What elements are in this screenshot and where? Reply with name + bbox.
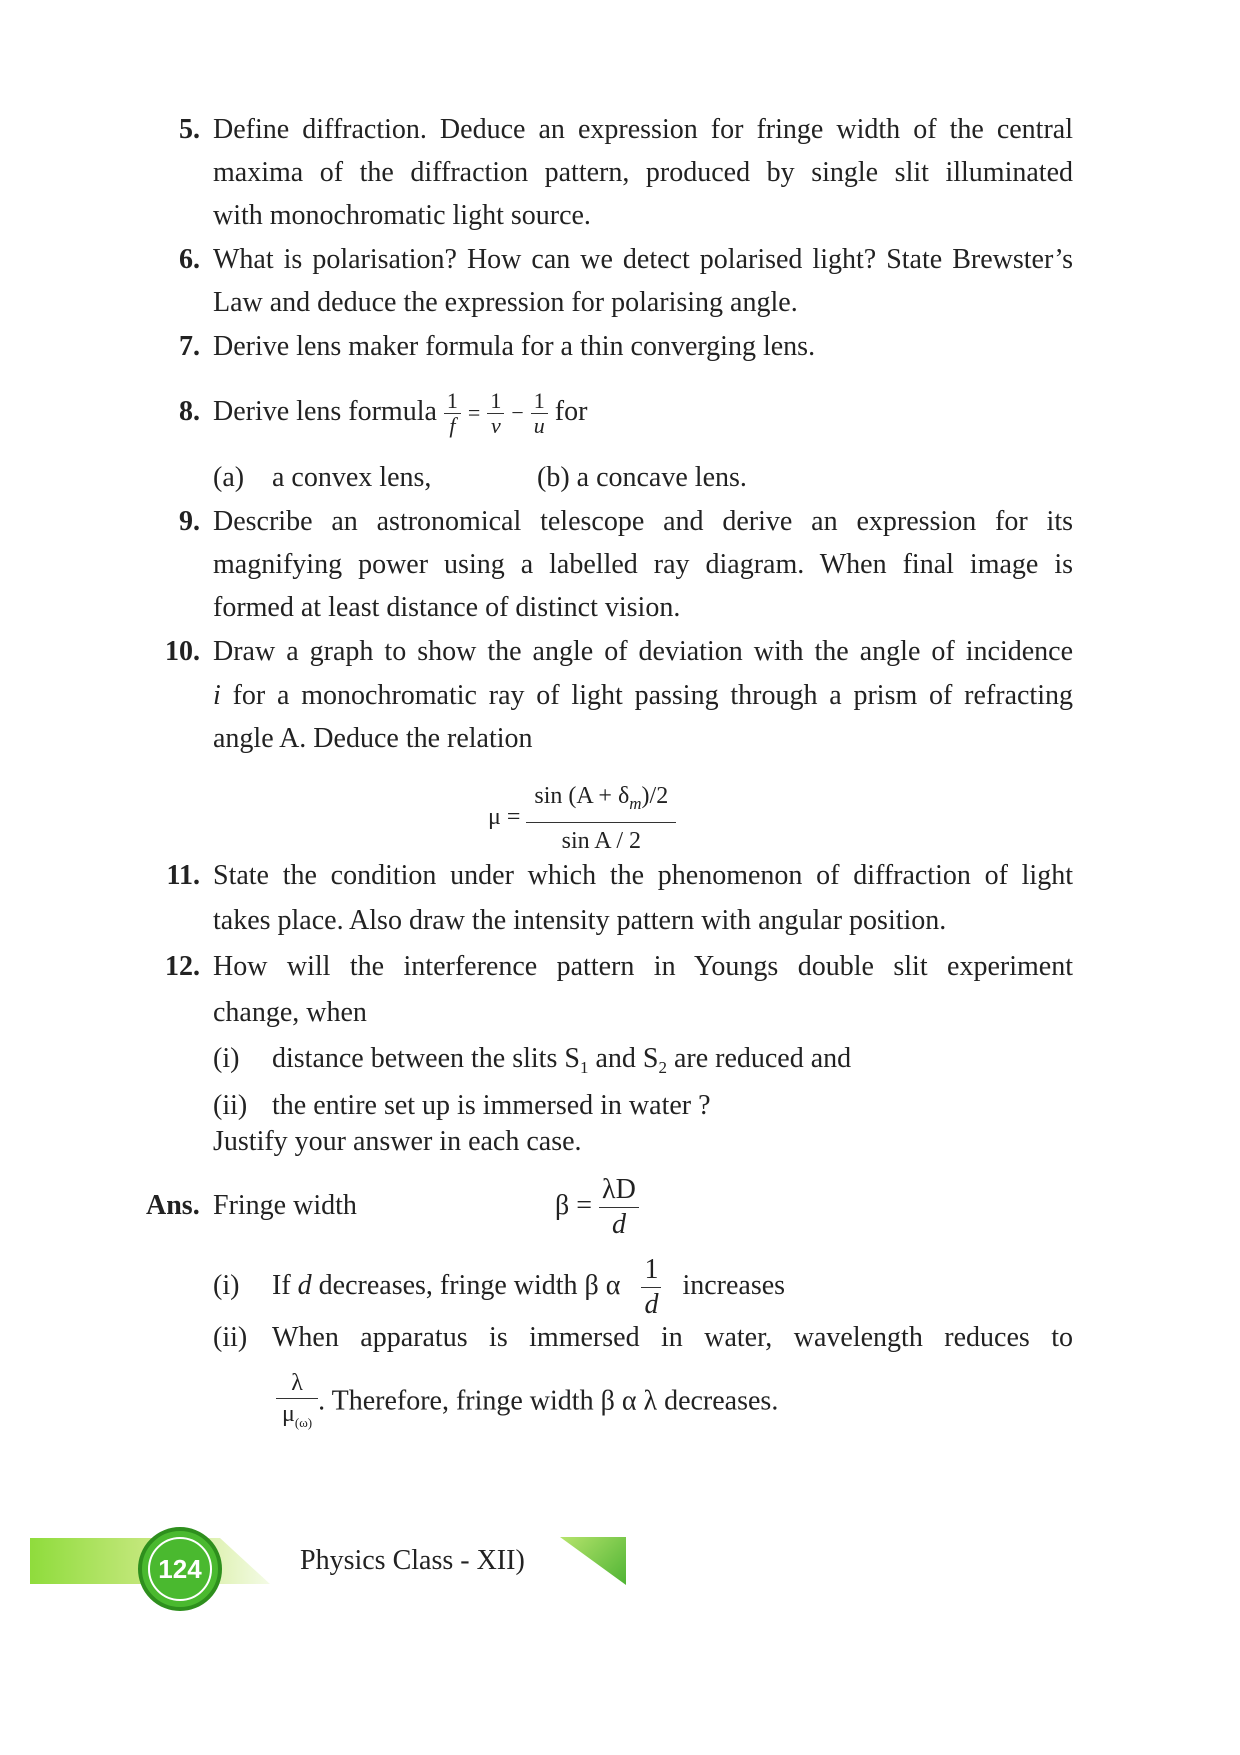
question-9-line-2: magnifying power using a labelled ray diagram. When final image is — [213, 549, 1073, 580]
question-11-line-2: takes place. Also draw the intensity pattern with angular position. — [213, 905, 947, 936]
question-6-line-2: Law and deduce the expression for polarising angle. — [213, 287, 798, 318]
question-11-line-1: State the condition under which the phenomenon of diffraction of light — [213, 860, 1073, 891]
answer-point-i-label: (i) — [213, 1270, 240, 1301]
page-number: 124 — [158, 1554, 202, 1584]
answer-point-i: If d decreases, fringe width β α $\frac{1}{d}$ increases — [272, 1254, 786, 1321]
footer-title: Physics Class - XII) — [300, 1545, 525, 1576]
question-8-option-a: a convex lens, — [272, 462, 432, 493]
question-8-text: Derive lens formula — [213, 396, 437, 427]
question-12-item-ii-label: (ii) — [213, 1090, 248, 1121]
fringe-width-fraction: $\frac{\lambda D}{d}$ — [599, 1173, 639, 1242]
question-10-variable-i: i — [213, 680, 221, 711]
answer-label: Ans. — [146, 1190, 200, 1221]
question-12-line-1: How will the interference pattern in Youngs double slit experiment — [213, 951, 1073, 982]
question-8-option-b: (b) a concave lens. — [537, 462, 747, 493]
question-7-line-1: Derive lens maker formula for a thin converging lens. — [213, 331, 816, 362]
question-12-line-2: change, when — [213, 997, 367, 1028]
question-11-number: 11. — [166, 860, 200, 891]
question-7-number: 7. — [179, 331, 200, 362]
question-5-number: 5. — [179, 114, 200, 145]
answer-point-ii-line-1: When apparatus is immersed in water, wavelength reduces to — [272, 1322, 1073, 1353]
answer-point-ii-label: (ii) — [213, 1322, 248, 1353]
lens-formula-minus: − — [511, 400, 524, 425]
question-6-line-1: What is polarisation? How can we detect polarised light? State Brewster’s — [213, 244, 1073, 275]
question-12-number: 12. — [165, 951, 200, 982]
question-9-number: 9. — [179, 506, 200, 537]
question-10-line-2-text: for a monochromatic ray of light passing through a prism of refracting — [220, 680, 1073, 711]
answer-point-ii-line-2: $\frac{\lambda}{\mu_{(\omega)}}$ . Therefore, fringe width β α λ decreases. — [276, 1368, 778, 1438]
fringe-width-formula — [555, 1172, 639, 1242]
question-12-closing: Justify your answer in each case. — [213, 1126, 582, 1157]
prism-formula-lhs: μ = — [488, 804, 521, 831]
question-12-item-i-label: (i) — [213, 1043, 240, 1074]
question-8-number: 8. — [179, 396, 200, 427]
footer-triangle-decoration — [560, 1537, 626, 1585]
lens-formula-fraction-f: $\frac{1}{f}$ — [444, 389, 461, 438]
question-10-number: 10. — [165, 636, 200, 667]
question-8-after: for — [554, 396, 588, 427]
question-10-line-1: Draw a graph to show the angle of deviation with the angle of incidence — [213, 636, 1073, 667]
question-8-line — [213, 386, 587, 439]
question-5-line-1: Define diffraction. Deduce an expression for fringe width of the central — [213, 114, 1073, 145]
inverse-d-fraction: $\frac{1}{d}$ — [641, 1253, 661, 1322]
lens-formula-equals: = — [467, 400, 481, 425]
answer-intro: Fringe width — [213, 1190, 357, 1221]
question-9-line-1: Describe an astronomical telescope and derive an expression for its — [213, 506, 1073, 537]
prism-formula-fraction: $\frac{\sin (A + \delta_m)/2}{\text{sin A / 2}}$ — [526, 778, 676, 859]
question-8-option-a-label: (a) — [213, 462, 245, 493]
lambda-over-mu-fraction: $\frac{\lambda}{\mu_{(\omega)}}$ — [276, 1368, 318, 1438]
question-5-line-2: maxima of the diffraction pattern, produced by single slit illuminated — [213, 157, 1073, 188]
beta-equals: β = — [555, 1190, 593, 1221]
question-12-item-ii: the entire set up is immersed in water ? — [272, 1090, 711, 1121]
prism-relation-formula — [488, 778, 676, 859]
lens-formula-fraction-v: $\frac{1}{v}$ — [487, 389, 504, 438]
lens-formula-fraction-u: $\frac{1}{u}$ — [531, 389, 548, 438]
question-12-item-i: distance between the slits $S_1$ and $S_2$ are reduced and — [272, 1043, 852, 1077]
question-9-line-3: formed at least distance of distinct vision. — [213, 592, 681, 623]
question-10-line-2 — [213, 676, 1073, 716]
question-5-line-3: with monochromatic light source. — [213, 200, 591, 231]
question-10-line-3: angle A. Deduce the relation — [213, 723, 533, 754]
question-6-number: 6. — [179, 244, 200, 275]
page-number-badge — [138, 1527, 222, 1611]
